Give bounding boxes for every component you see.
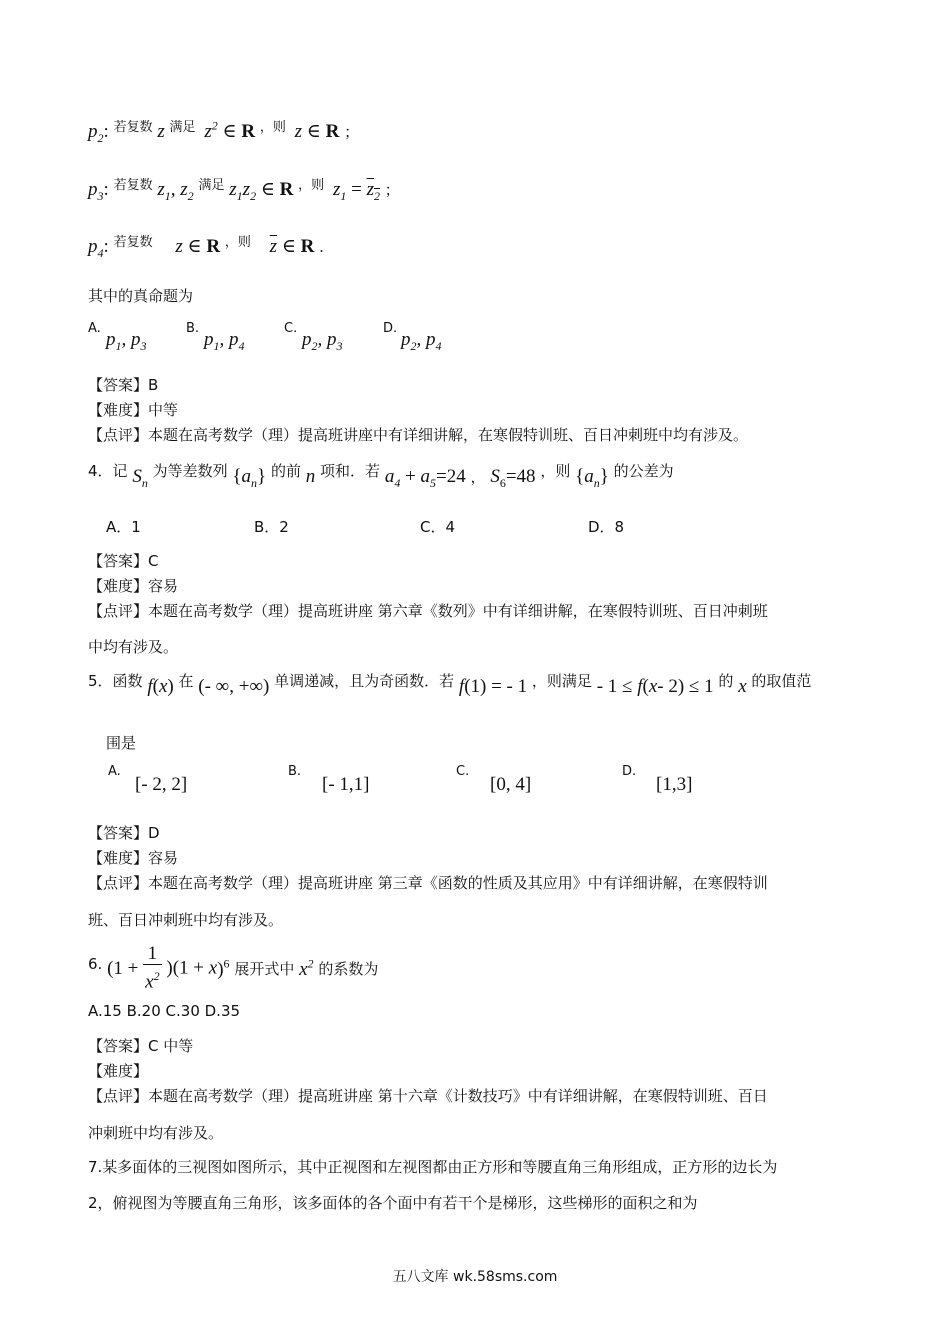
q6-difficulty: 【难度】 xyxy=(88,1062,149,1080)
q5-option-a-label: A. xyxy=(108,764,121,779)
p3-text2: 满足 xyxy=(198,178,225,193)
q5-option-d-value: [1,3] xyxy=(656,774,693,795)
q3-option-d: D. xyxy=(383,321,398,336)
q6-stem: 6. (1 + $\frac{1}{x^2}$ )$(1 + x)^6$ 展开式中 $x^2$ 的系数为 xyxy=(88,943,379,993)
q6-answer: 【答案】C 中等 xyxy=(88,1037,194,1055)
q3-answer: 【答案】B xyxy=(88,376,159,394)
proposition-p2: $p_2$: 若复数 z 满足 $z^2$ ∈ R ，则 z ∈ R ； xyxy=(88,118,360,145)
q5-option-d-label: D. xyxy=(622,764,637,779)
q5-comment-line2: 班、百日冲刺班中均有涉及。 xyxy=(88,911,284,929)
q3-prompt: 其中的真命题为 xyxy=(88,287,194,305)
p2-end: ； xyxy=(344,123,360,141)
q3-option-a-value: $p_1$, $p_3$ xyxy=(106,329,147,353)
proposition-p3: $p_3$: 若复数 $z_1$, $z_2$ 满足 $z_1z_2$ ∈ R ，则 $z_1 = z_2$ ； xyxy=(88,178,400,203)
q4-answer: 【答案】C xyxy=(88,552,159,570)
p2-text3: ，则 xyxy=(259,120,286,135)
p2-text2: 满足 xyxy=(169,120,196,135)
q4-option-b: B．2 xyxy=(254,518,289,536)
p4-end: . xyxy=(319,238,324,256)
q6-comment-line1: 【点评】本题在高考数学（理）提高班讲座 第十六章《计数技巧》中有详细讲解，在寒假特训班、百日 xyxy=(88,1087,768,1105)
q4-option-d: D．8 xyxy=(588,518,625,536)
p3-text3: ，则 xyxy=(298,178,325,193)
q5-stem-line2: 围是 xyxy=(106,734,137,752)
q7-line1: 7.某多面体的三视图如图所示，其中正视图和左视图都由正方形和等腰直角三角形组成，正方形的边长为 xyxy=(88,1158,778,1176)
q5-option-c-value: [0, 4] xyxy=(490,774,532,795)
q4-comment-line2: 中均有涉及。 xyxy=(88,638,179,656)
q6-comment-line2: 冲刺班中均有涉及。 xyxy=(88,1124,224,1142)
q4-option-c: C．4 xyxy=(420,518,456,536)
q5-option-b-value: [- 1,1] xyxy=(322,774,370,795)
p3-end: ； xyxy=(384,181,400,199)
q5-stem: 5．函数 f(x) 在 (- ∞, +∞) 单调递减，且为奇函数．若 f(1) = - 1 ，则满足 - 1 ≤ f(x- 2) ≤ 1 的 x 的取值范 xyxy=(88,672,812,697)
q5-comment-line1: 【点评】本题在高考数学（理）提高班讲座 第三章《函数的性质及其应用》中有详细讲解，在寒假特训 xyxy=(88,874,768,892)
q3-option-d-value: $p_2$, $p_4$ xyxy=(401,329,442,353)
q3-option-b: B. xyxy=(186,321,200,336)
q6-options: A.15 B.20 C.30 D.35 xyxy=(88,1002,241,1020)
q5-option-a-value: [- 2, 2] xyxy=(135,774,188,795)
p2-text1: 若复数 xyxy=(113,120,153,135)
q3-option-c-value: $p_2$, $p_3$ xyxy=(302,329,343,353)
q4-comment-line1: 【点评】本题在高考数学（理）提高班讲座 第六章《数列》中有详细讲解，在寒假特训班、百日冲刺班 xyxy=(88,602,768,620)
q3-difficulty: 【难度】中等 xyxy=(88,401,179,419)
q5-option-b-label: B. xyxy=(288,764,302,779)
q4-difficulty: 【难度】容易 xyxy=(88,577,179,595)
q7-line2: 2，俯视图为等腰直角三角形，该多面体的各个面中有若干个是梯形，这些梯形的面积之和为 xyxy=(88,1194,698,1212)
q3-option-a: A. xyxy=(88,321,101,336)
p4-text2: ，则 xyxy=(224,235,251,250)
p2-label: $p_2$ xyxy=(88,121,104,145)
q5-answer: 【答案】D xyxy=(88,824,160,842)
p3-text1: 若复数 xyxy=(113,178,153,193)
q4-option-a: A．1 xyxy=(106,518,141,536)
proposition-p4: $p_4$: 若复数 z ∈ R ，则 $\overline{z}$ ∈ R . xyxy=(88,235,324,260)
footer-watermark: 五八文库 wk.58sms.com xyxy=(392,1269,558,1285)
q3-option-c: C. xyxy=(284,321,298,336)
q5-difficulty: 【难度】容易 xyxy=(88,849,179,867)
q3-comment: 【点评】本题在高考数学（理）提高班讲座中有详细讲解，在寒假特训班、百日冲刺班中均有涉及。 xyxy=(88,426,749,444)
p4-text1: 若复数 xyxy=(113,235,153,250)
q3-option-b-value: $p_1$, $p_4$ xyxy=(204,329,245,353)
q5-option-c-label: C. xyxy=(456,764,470,779)
q4-stem: 4．记 $S_n$ 为等差数列 $\{a_n\}$ 的前 n 项和．若 $a_4 + a_5=24$ ， $S_6=48$ ，则 $\{a_n\}$ 的公差为 xyxy=(88,462,674,490)
